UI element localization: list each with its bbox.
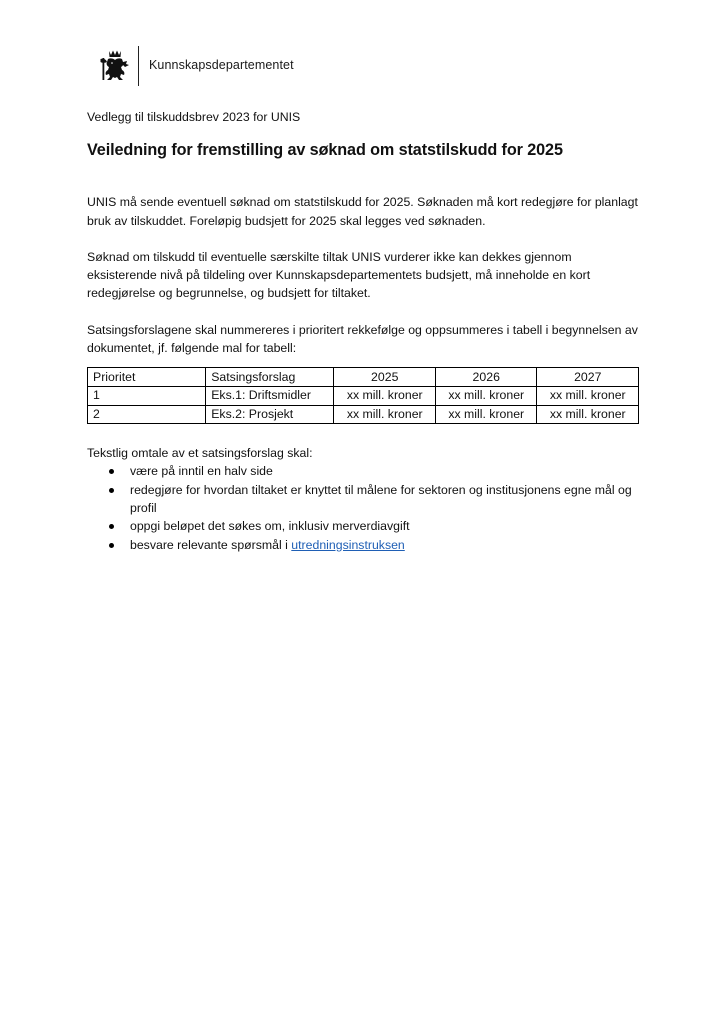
bullet-icon [109, 488, 114, 493]
table-header-cell: Prioritet [88, 368, 206, 387]
letterhead-divider [138, 46, 139, 86]
paragraph-1: UNIS må sende eventuell søknad om statstilskudd for 2025. Søknaden må kort redegjøre for planlagt bruk av tilskuddet. Foreløpig budsjett for 2025 skal legges ved søknaden. [87, 195, 638, 228]
table-cell: xx mill. kroner [435, 386, 537, 405]
table-cell: xx mill. kroner [537, 405, 639, 424]
table-cell: xx mill. kroner [537, 386, 639, 405]
requirements-list [87, 462, 639, 553]
norwegian-lion-crest-icon [100, 49, 130, 83]
letterhead [100, 44, 294, 88]
bullet-intro: Tekstlig omtale av et satsingsforslag skal: [87, 446, 313, 461]
list-item-text: redegjøre for hvordan tiltaket er knyttet til målene for sektoren og institusjonens egne mål og profil [130, 482, 632, 516]
table-cell: xx mill. kroner [435, 405, 537, 424]
table-header-cell: 2027 [537, 368, 639, 387]
bullet-icon [109, 524, 114, 529]
attachment-line: Vedlegg til tilskuddsbrev 2023 for UNIS [87, 110, 301, 124]
bullet-icon [109, 543, 114, 548]
paragraph-2: Søknad om tilskudd til eventuelle særskilte tiltak UNIS vurderer ikke kan dekkes gjennom eksisterende nivå på tildeling over Kunnskapsdepartementets budsjett, må inneholde en kort redegjørelse og begrunnelse, og budsjett for tiltaket. [87, 249, 591, 301]
bullet-icon [109, 469, 114, 474]
table-cell: xx mill. kroner [334, 405, 436, 424]
document-title: Veiledning for fremstilling av søknad om statstilskudd for 2025 [87, 141, 563, 160]
table-row [88, 386, 639, 405]
table-cell: Eks.2: Prosjekt [206, 405, 334, 424]
list-item [87, 517, 639, 535]
ministry-name: Kunnskapsdepartementet [149, 58, 294, 72]
paragraph-3: Satsingsforslagene skal nummereres i prioritert rekkefølge og oppsummeres i tabell i begynnelsen av dokumentet, jf. følgende mal for tabell: [87, 322, 638, 356]
table-cell: 1 [88, 386, 206, 405]
table-header-cell: 2025 [334, 368, 436, 387]
list-item [87, 536, 639, 554]
list-item [87, 462, 639, 480]
table-header-row [88, 368, 639, 387]
list-item-text: besvare relevante spørsmål i [130, 537, 292, 552]
utredningsinstruksen-link[interactable]: utredningsinstruksen [291, 537, 405, 552]
table-cell: xx mill. kroner [334, 386, 436, 405]
table-header-cell: Satsingsforslag [206, 368, 334, 387]
table-cell: Eks.1: Driftsmidler [206, 386, 334, 405]
table-row [88, 405, 639, 424]
table-header-cell: 2026 [435, 368, 537, 387]
document-body [87, 108, 639, 554]
table-cell: 2 [88, 405, 206, 424]
list-item-text: oppgi beløpet det søkes om, inklusiv merverdiavgift [130, 519, 410, 534]
list-item [87, 481, 639, 518]
priority-table [87, 367, 639, 424]
list-item-text: være på inntil en halv side [130, 464, 273, 479]
